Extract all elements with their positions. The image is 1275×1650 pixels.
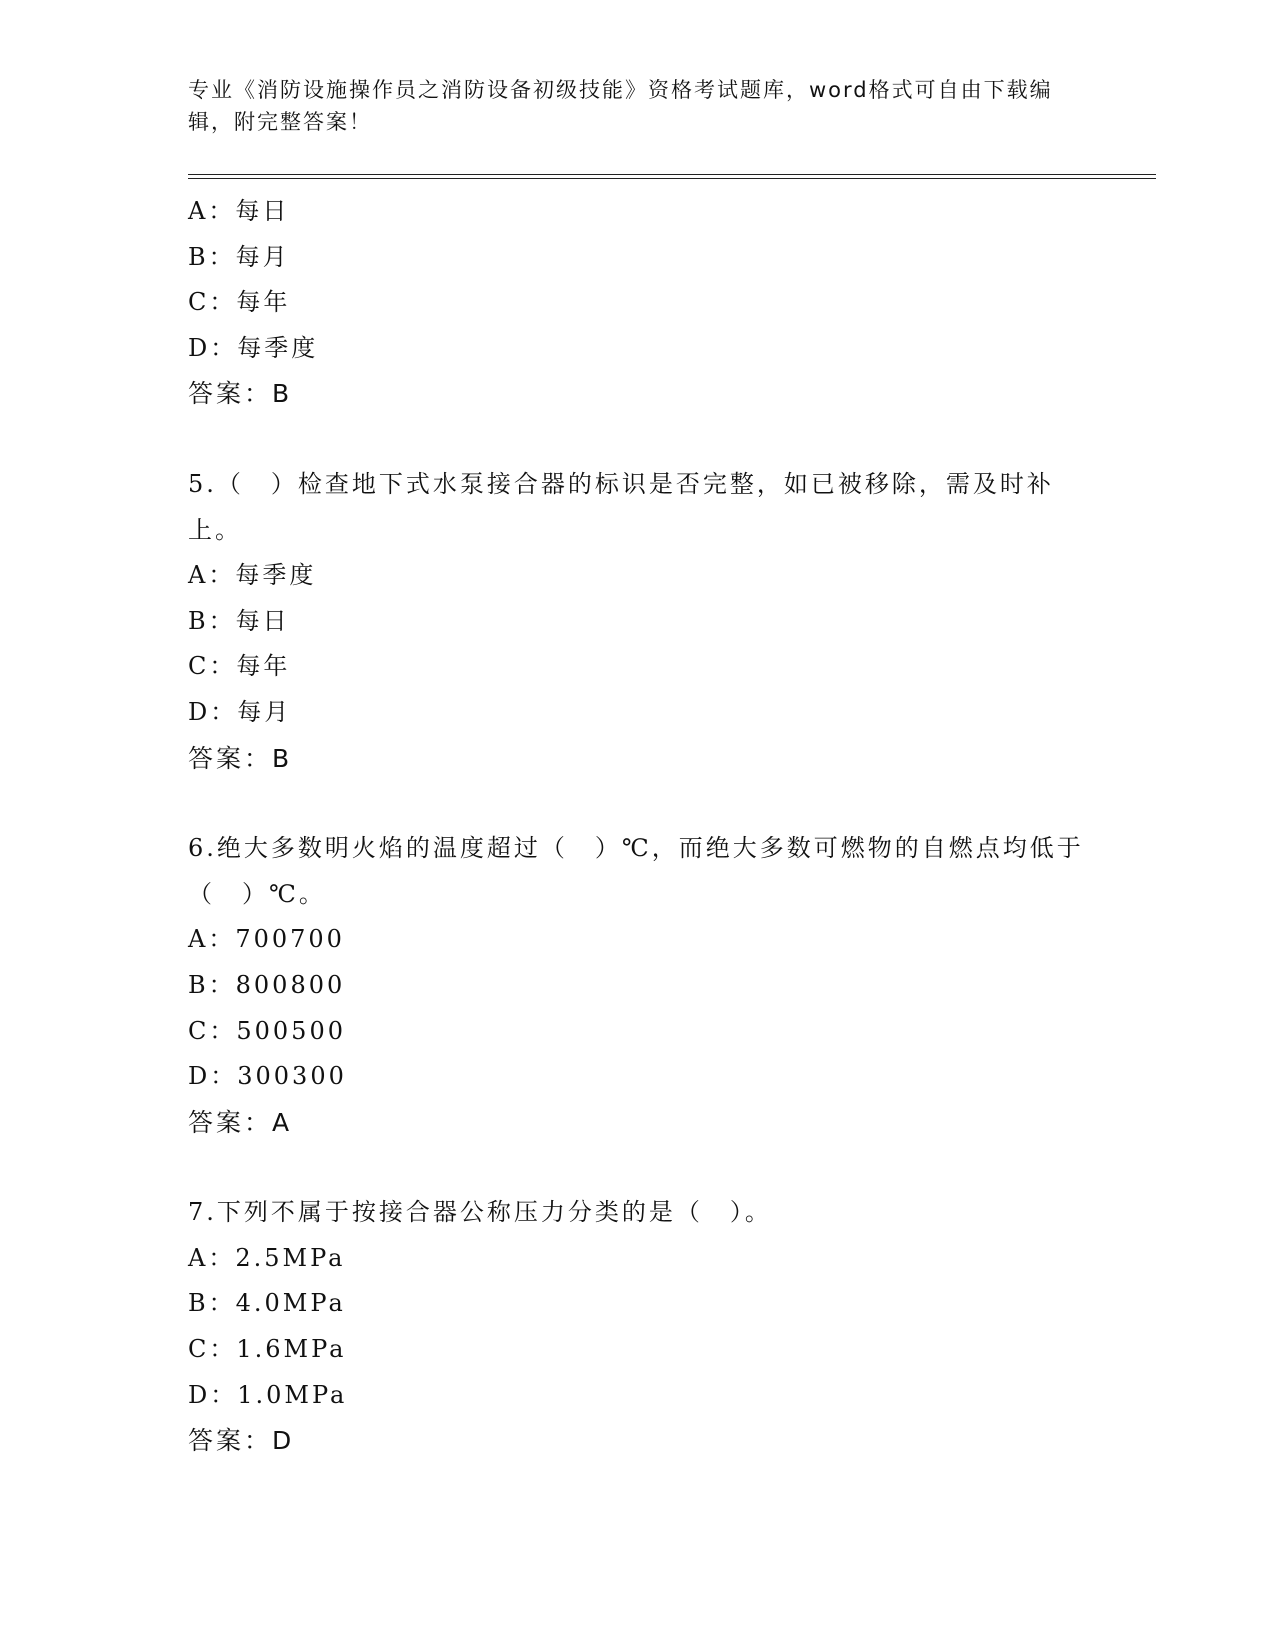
option-d: D：1.0MPa: [188, 1380, 348, 1409]
option-b: B：4.0MPa: [188, 1289, 346, 1318]
option-a: A：每日: [188, 197, 290, 225]
answer: 答案：B: [188, 379, 293, 409]
option-c: C：每年: [188, 288, 291, 317]
question-partial: [188, 189, 1088, 417]
answer: 答案：D: [188, 1426, 295, 1456]
option-a: A：2.5MPa: [188, 1243, 346, 1272]
option-c: C：每年: [188, 652, 291, 681]
option-a: A：700700: [188, 925, 345, 954]
question-5: [188, 462, 1088, 781]
document-header: 专业《消防设施操作员之消防设备初级技能》资格考试题库，word格式可自由下载编辑，附完整答案！: [188, 78, 1053, 134]
question-list: [188, 189, 1088, 1464]
answer: 答案：B: [188, 743, 293, 773]
option-b: B：每月: [188, 242, 290, 271]
option-c: C：1.6MPa: [188, 1335, 347, 1364]
header-rule-top: [188, 174, 1156, 175]
option-d: D：300300: [188, 1062, 347, 1091]
option-c: C：500500: [188, 1016, 346, 1045]
option-a: A：每季度: [188, 561, 317, 590]
option-b: B：每日: [188, 606, 290, 635]
question-text: 6.绝大多数明火焰的温度超过（ ）℃，而绝大多数可燃物的自燃点均低于（ ）℃。: [188, 834, 1084, 908]
option-b: B：800800: [188, 970, 346, 999]
question-text: 5.（ ）检查地下式水泵接合器的标识是否完整，如已被移除，需及时补上。: [188, 469, 1054, 544]
question-7: [188, 1190, 1088, 1464]
question-6: [188, 826, 1088, 1145]
header-rule-bottom: [188, 178, 1156, 179]
option-d: D：每季度: [188, 333, 319, 362]
answer: 答案：A: [188, 1107, 293, 1137]
question-text: 7.下列不属于按接合器公称压力分类的是（ ）。: [188, 1198, 772, 1227]
option-d: D：每月: [188, 697, 292, 726]
